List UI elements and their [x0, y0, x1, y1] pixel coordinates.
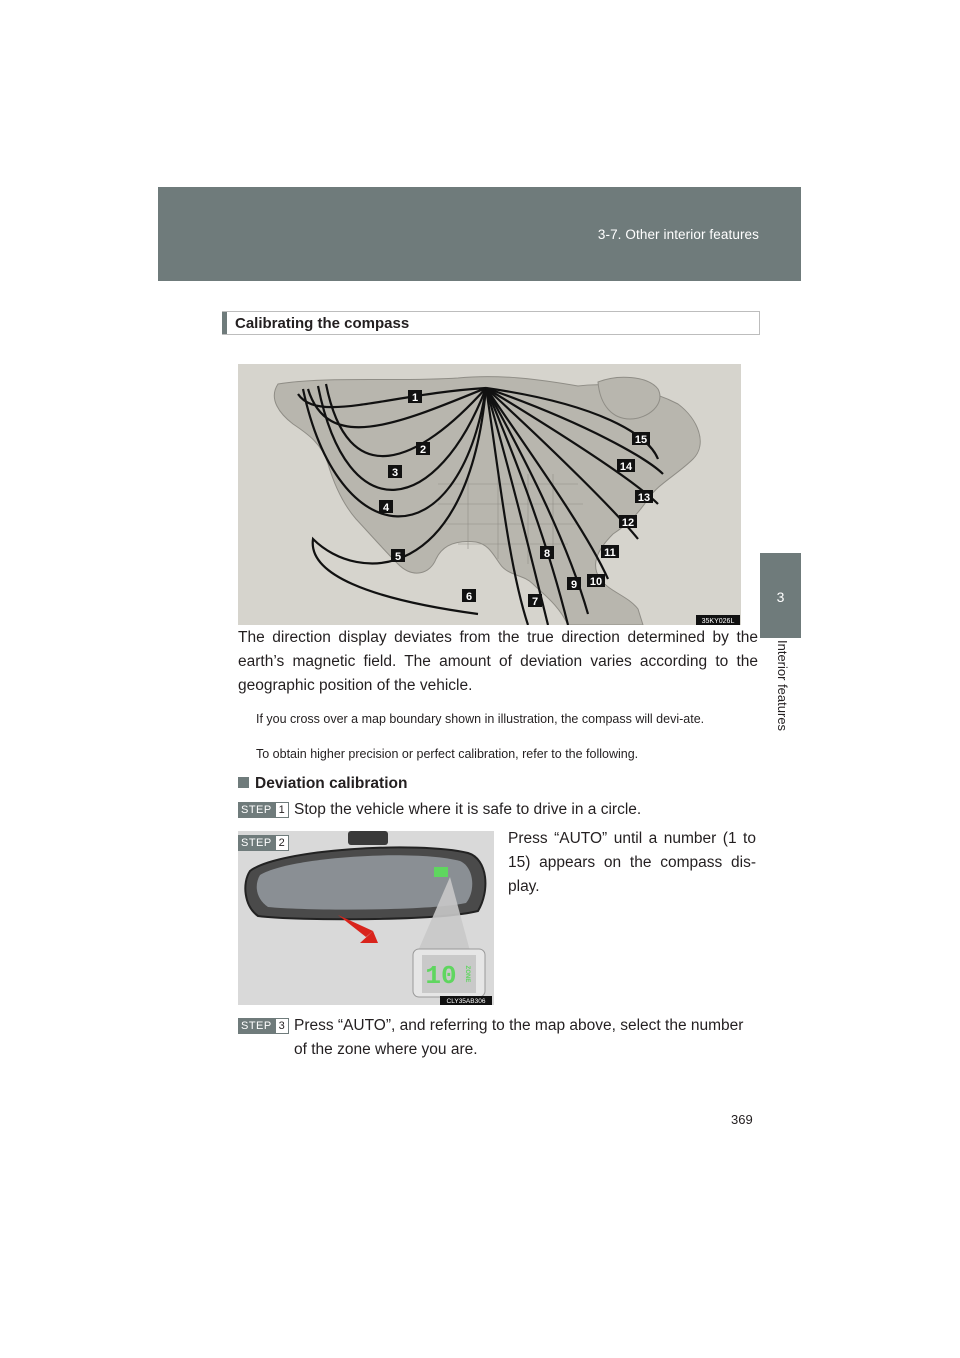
- svg-text:4: 4: [382, 502, 390, 514]
- chapter-tab: [760, 553, 801, 638]
- step-1-badge: [238, 802, 289, 818]
- step-number: 1: [275, 802, 289, 818]
- step-1-text: Stop the vehicle where it is safe to drive in a circle.: [294, 801, 642, 818]
- square-bullet-icon: [238, 777, 249, 788]
- svg-text:1: 1: [411, 392, 419, 404]
- section-title: [222, 311, 760, 335]
- svg-text:15: 15: [634, 434, 648, 446]
- svg-text:2: 2: [419, 444, 427, 456]
- map-code: 35KY026L: [701, 618, 735, 625]
- svg-text:3: 3: [391, 467, 399, 479]
- page-number: 369: [731, 1112, 753, 1127]
- step-3-badge: [238, 1018, 289, 1034]
- section-title-bar: [222, 312, 227, 334]
- svg-text:9: 9: [570, 579, 578, 591]
- mirror-illustration: [238, 831, 494, 1005]
- step-3-text: Press “AUTO”, and referring to the map above, select the number of the zone where you are.: [294, 1017, 744, 1058]
- step-2-text: Press “AUTO” until a number (1 to 15) appears on the compass dis-play.: [508, 830, 756, 895]
- display-value: 10: [425, 961, 457, 991]
- svg-text:6: 6: [465, 591, 473, 603]
- note-line-1: If you cross over a map boundary shown in illustration, the compass will devi-ate.: [256, 712, 705, 726]
- svg-text:7: 7: [531, 596, 539, 608]
- svg-text:8: 8: [543, 548, 551, 560]
- compass-zone-map: [238, 364, 741, 625]
- svg-text:5: 5: [394, 551, 402, 563]
- svg-text:11: 11: [604, 547, 616, 559]
- svg-text:10: 10: [589, 576, 603, 588]
- chapter-number: 3: [776, 589, 785, 605]
- step-number: 2: [275, 835, 289, 851]
- step-label: STEP: [238, 1018, 275, 1034]
- section-title-text: Calibrating the compass: [235, 315, 410, 332]
- subheading-text: Deviation calibration: [255, 775, 408, 792]
- step-label: STEP: [238, 802, 275, 818]
- section-name: 3-7. Other interior features: [597, 227, 759, 242]
- subheading: [238, 775, 407, 793]
- page-header: [158, 187, 801, 281]
- step-label: STEP: [238, 835, 275, 851]
- note-line-2: To obtain higher precision or perfect calibration, refer to the following.: [256, 747, 639, 761]
- body-paragraph: The direction display deviates from the true direction determined by the earth’s magnetic field. The amount of deviation varies according to the geographic position of the vehicle.: [238, 629, 758, 694]
- svg-text:14: 14: [619, 461, 633, 473]
- step-number: 3: [275, 1018, 289, 1034]
- chapter-label: Interior features: [775, 640, 790, 732]
- svg-text:13: 13: [637, 492, 651, 504]
- step-2-badge: [238, 835, 289, 851]
- display-word: ZONE: [464, 965, 470, 983]
- svg-text:12: 12: [621, 517, 635, 529]
- mirror-code: CLY35AB306: [446, 998, 486, 1005]
